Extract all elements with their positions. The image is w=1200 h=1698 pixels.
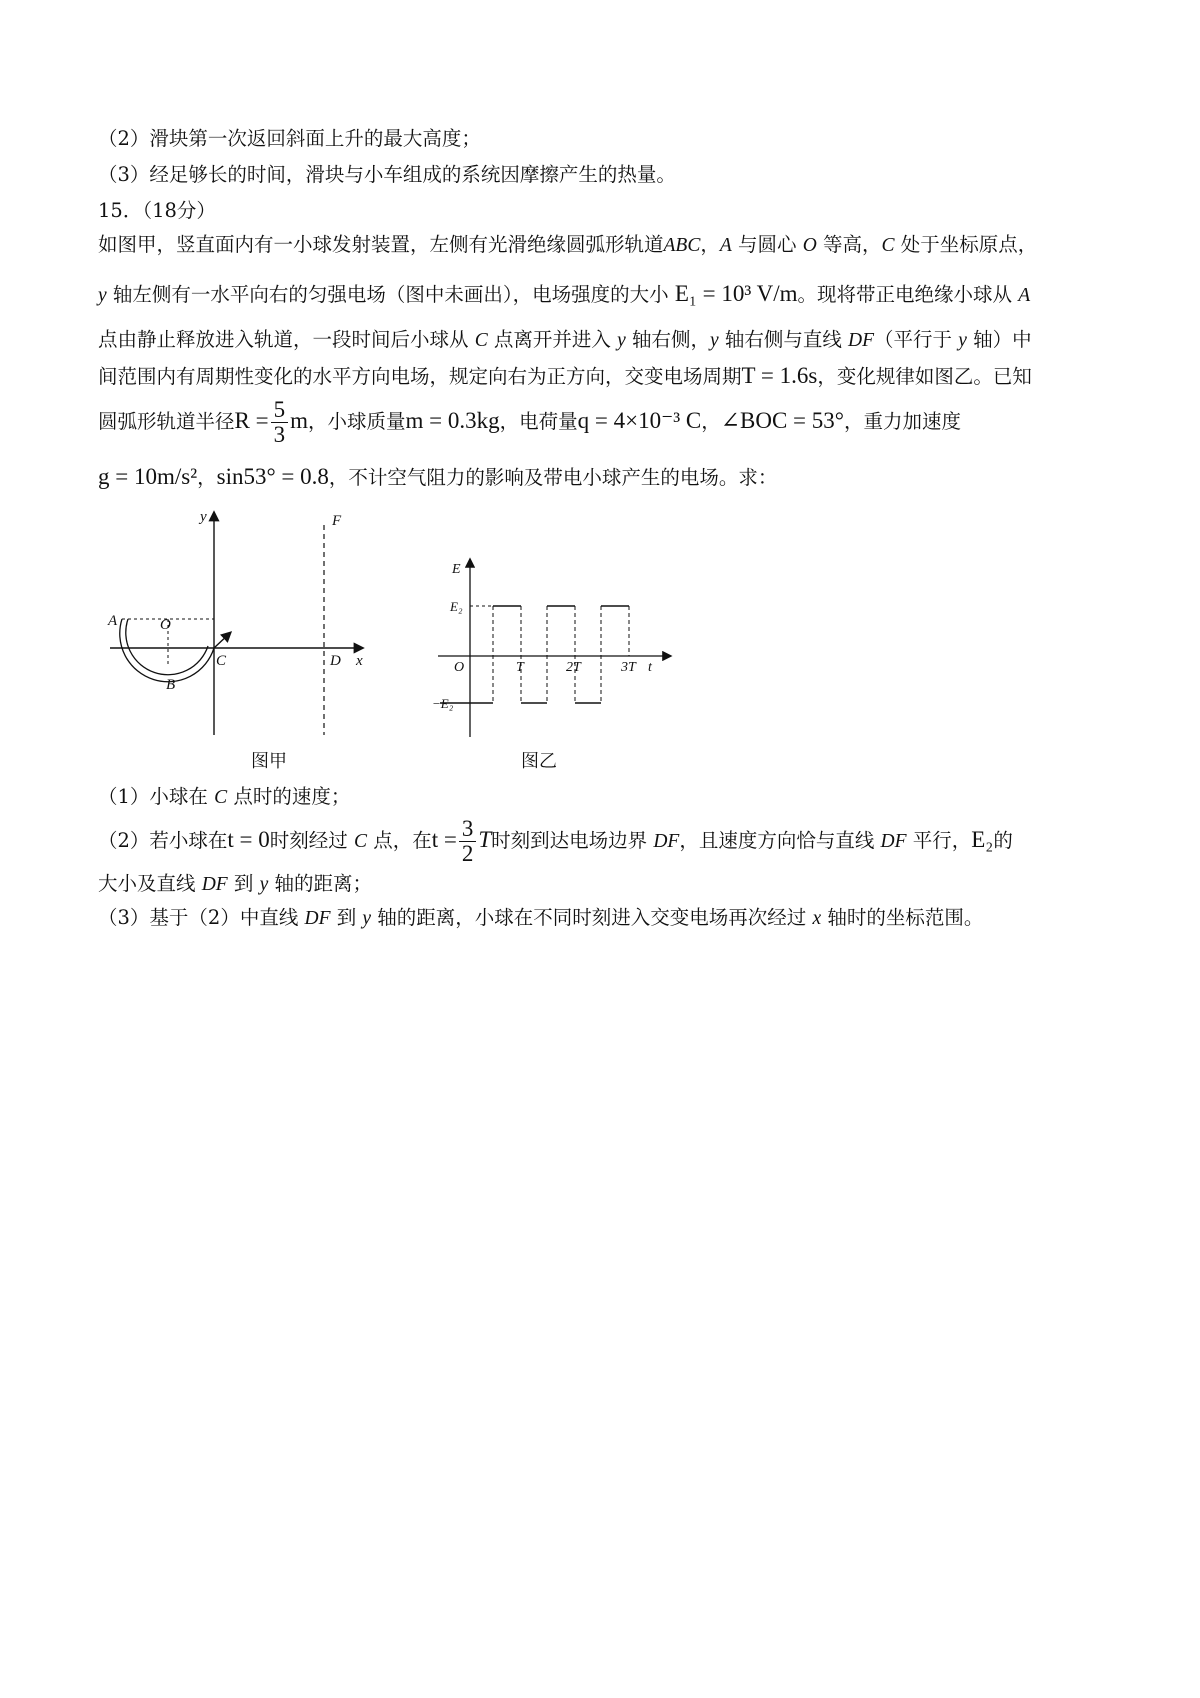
label-origin: O <box>454 660 465 675</box>
label-d: D <box>330 653 341 669</box>
label-e2: E₂ <box>450 599 463 614</box>
problem-15-paragraph-line-3: 点由静止释放进入轨道，一段时间后小球从 C 点离开并进入 y 轴右侧，y 轴右侧与直线 DF（平行于 y 轴）中 <box>98 328 1032 351</box>
label-a: A <box>108 613 118 629</box>
figure-yi-field-graph <box>432 555 680 745</box>
problem-15-paragraph-line-4: 间范围内有周期性变化的水平方向电场，规定向右为正方向，交变电场周期T = 1.6s，变化规律如图乙。已知 <box>98 363 1032 388</box>
label-t-axis: t <box>648 660 652 675</box>
velocity-arrow <box>214 633 230 648</box>
question-part-2-height: （2）滑块第一次返回斜面上升的最大高度； <box>98 127 481 150</box>
problem-15-paragraph-line-1: 如图甲，竖直面内有一小球发射装置，左侧有光滑绝缘圆弧形轨道ABC，A 与圆心 O 等高，C 处于坐标原点， <box>98 233 1038 256</box>
label-f: F <box>332 513 342 529</box>
sub-question-1: （1）小球在 C 点时的速度； <box>98 785 351 808</box>
label-y: y <box>200 509 207 525</box>
figure-jia-caption: 图甲 <box>251 751 287 772</box>
period-t: T = 1.6s <box>741 363 818 388</box>
time-fraction: $\frac{3}{2}$ <box>459 817 477 866</box>
label-e: E <box>452 562 461 577</box>
sub-question-3: （3）基于（2）中直线 DF 到 y 轴的距离，小球在不同时刻进入交变电场再次经过 x 轴时的坐标范围。 <box>98 906 984 929</box>
label-o: O <box>160 617 171 633</box>
figure-yi-caption: 图乙 <box>521 751 557 772</box>
problem-15-paragraph-line-2: y 轴左侧有一水平向右的匀强电场（图中未画出），电场强度的大小 E₁ = 10³ V/m。现将带正电绝缘小球从 A <box>98 281 1031 306</box>
figure-jia-track-diagram <box>100 505 380 745</box>
label-neg-e2: −E₂ <box>432 696 454 711</box>
field-strength-e1: E₁ = 10³ V/m <box>674 281 798 306</box>
label-t2: 2T <box>566 660 581 675</box>
problem-15-paragraph-line-5: 圆弧形轨道半径R = $\frac{5}{3}$ m，小球质量m = 0.3kg，电荷量q = 4×10⁻³ C，∠BOC = 53°，重力加速度 <box>98 397 961 448</box>
question-part-3-heat: （3）经足够长的时间，滑块与小车组成的系统因摩擦产生的热量。 <box>98 163 676 186</box>
label-t3: 3T <box>621 660 636 675</box>
sub-question-2-line-1: （2）若小球在t = 0时刻经过 C 点，在t = $\frac{3}{2}$ T时刻到达电场边界 DF，且速度方向恰与直线 DF 平行，E₂的 <box>98 816 1013 867</box>
label-c: C <box>216 653 227 669</box>
radius-fraction: $\frac{5}{3}$ <box>271 398 289 447</box>
label-b: B <box>166 677 176 693</box>
label-t1: T <box>516 660 524 675</box>
problem-15-paragraph-line-6: g = 10m/s²，sin53° = 0.8，不计空气阻力的影响及带电小球产生的电场。求： <box>98 464 778 489</box>
sub-question-2-line-2: 大小及直线 DF 到 y 轴的距离； <box>98 872 372 895</box>
label-x: x <box>356 653 363 669</box>
problem-15-heading: 15．（18分） <box>98 199 216 222</box>
